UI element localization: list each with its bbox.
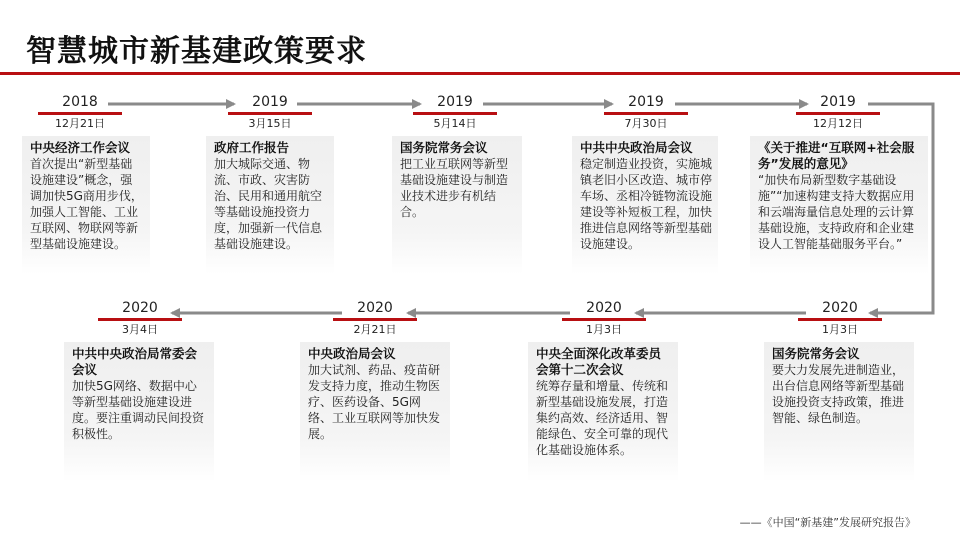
timeline-date [228, 94, 312, 131]
date-year: 2019 [228, 94, 312, 115]
event-body: “加快布局新型数字基础设施”“加速构建支持大数据应用和云端海量信息处理的云计算基础设施，支持政府和企业建设人工智能基础服务平台。” [758, 173, 915, 251]
date-year: 2019 [604, 94, 688, 115]
event-title: 国务院常务会议 [772, 346, 860, 361]
page-title: 智慧城市新基建政策要求 [26, 34, 367, 69]
event-body: 加大试剂、药品、疫苗研发支持力度，推动生物医疗、医药设备、5G网络、工业互联网等加快发展。 [308, 363, 441, 441]
event-body: 把工业互联网等新型基础设施建设与制造业技术进步有机结合。 [400, 157, 509, 219]
timeline-date [38, 94, 122, 131]
event-body: 加大城际交通、物流、市政、灾害防治、民用和通用航空等基础设施投资力度，加强新一代信息基础设施建设。 [214, 157, 323, 251]
event-card [300, 342, 450, 482]
date-month-day: 3月4日 [122, 323, 158, 336]
source-citation: ——《中国“新基建”发展研究报告》 [739, 516, 916, 529]
event-title: 政府工作报告 [214, 140, 290, 155]
date-month-day: 12月21日 [55, 117, 105, 130]
timeline-date [796, 94, 880, 131]
date-month-day: 5月14日 [433, 117, 477, 130]
timeline-date [604, 94, 688, 131]
date-year: 2020 [98, 300, 182, 321]
event-title: 中央政治局会议 [308, 346, 396, 361]
event-body: 要大力发展先进制造业，出台信息网络等新型基础设施投资支持政策，推进智能、绿色制造。 [772, 363, 905, 425]
event-card [572, 136, 718, 274]
date-month-day: 7月30日 [624, 117, 668, 130]
date-month-day: 1月3日 [822, 323, 858, 336]
event-card [206, 136, 334, 274]
event-title: 中央经济工作会议 [30, 140, 131, 155]
date-month-day: 12月12日 [813, 117, 863, 130]
event-card [528, 342, 678, 482]
event-title: 中共中央政治局会议 [580, 140, 693, 155]
date-year: 2019 [413, 94, 497, 115]
date-year: 2020 [562, 300, 646, 321]
event-card [764, 342, 914, 482]
event-body: 稳定制造业投资，实施城镇老旧小区改造、城市停车场、丞相冷链物流设施建设等补短板工程，加快推进信息网络等新型基础设施建设。 [580, 157, 713, 251]
date-year: 2020 [798, 300, 882, 321]
date-year: 2018 [38, 94, 122, 115]
date-year: 2020 [333, 300, 417, 321]
timeline-date [798, 300, 882, 337]
date-month-day: 3月15日 [248, 117, 292, 130]
event-body: 首次提出“新型基础设施建设”概念，强调加快5G商用步伐，加强人工智能、工业互联网、物联网等新型基础设施建设。 [30, 157, 143, 251]
event-body: 统筹存量和增量、传统和新型基础设施发展，打造集约高效、经济适用、智能绿色、安全可靠的现代化基础设施体系。 [536, 379, 669, 457]
event-body: 加快5G网络、数据中心等新型基础设施建设进度。要注重调动民间投资积极性。 [72, 379, 205, 441]
date-month-day: 1月3日 [586, 323, 622, 336]
event-card [750, 136, 928, 274]
date-month-day: 2月21日 [353, 323, 397, 336]
timeline-date [413, 94, 497, 131]
event-title: 中共中央政治局常委会会议 [72, 346, 198, 377]
event-card [392, 136, 522, 274]
event-title: 国务院常务会议 [400, 140, 488, 155]
event-card [22, 136, 150, 274]
event-title: 《关于推进“互联网+社会服务”发展的意见》 [758, 140, 915, 171]
timeline-date [333, 300, 417, 337]
event-title: 中央全面深化改革委员会第十二次会议 [536, 346, 662, 377]
timeline-date [98, 300, 182, 337]
event-card [64, 342, 214, 482]
timeline-date [562, 300, 646, 337]
date-year: 2019 [796, 94, 880, 115]
